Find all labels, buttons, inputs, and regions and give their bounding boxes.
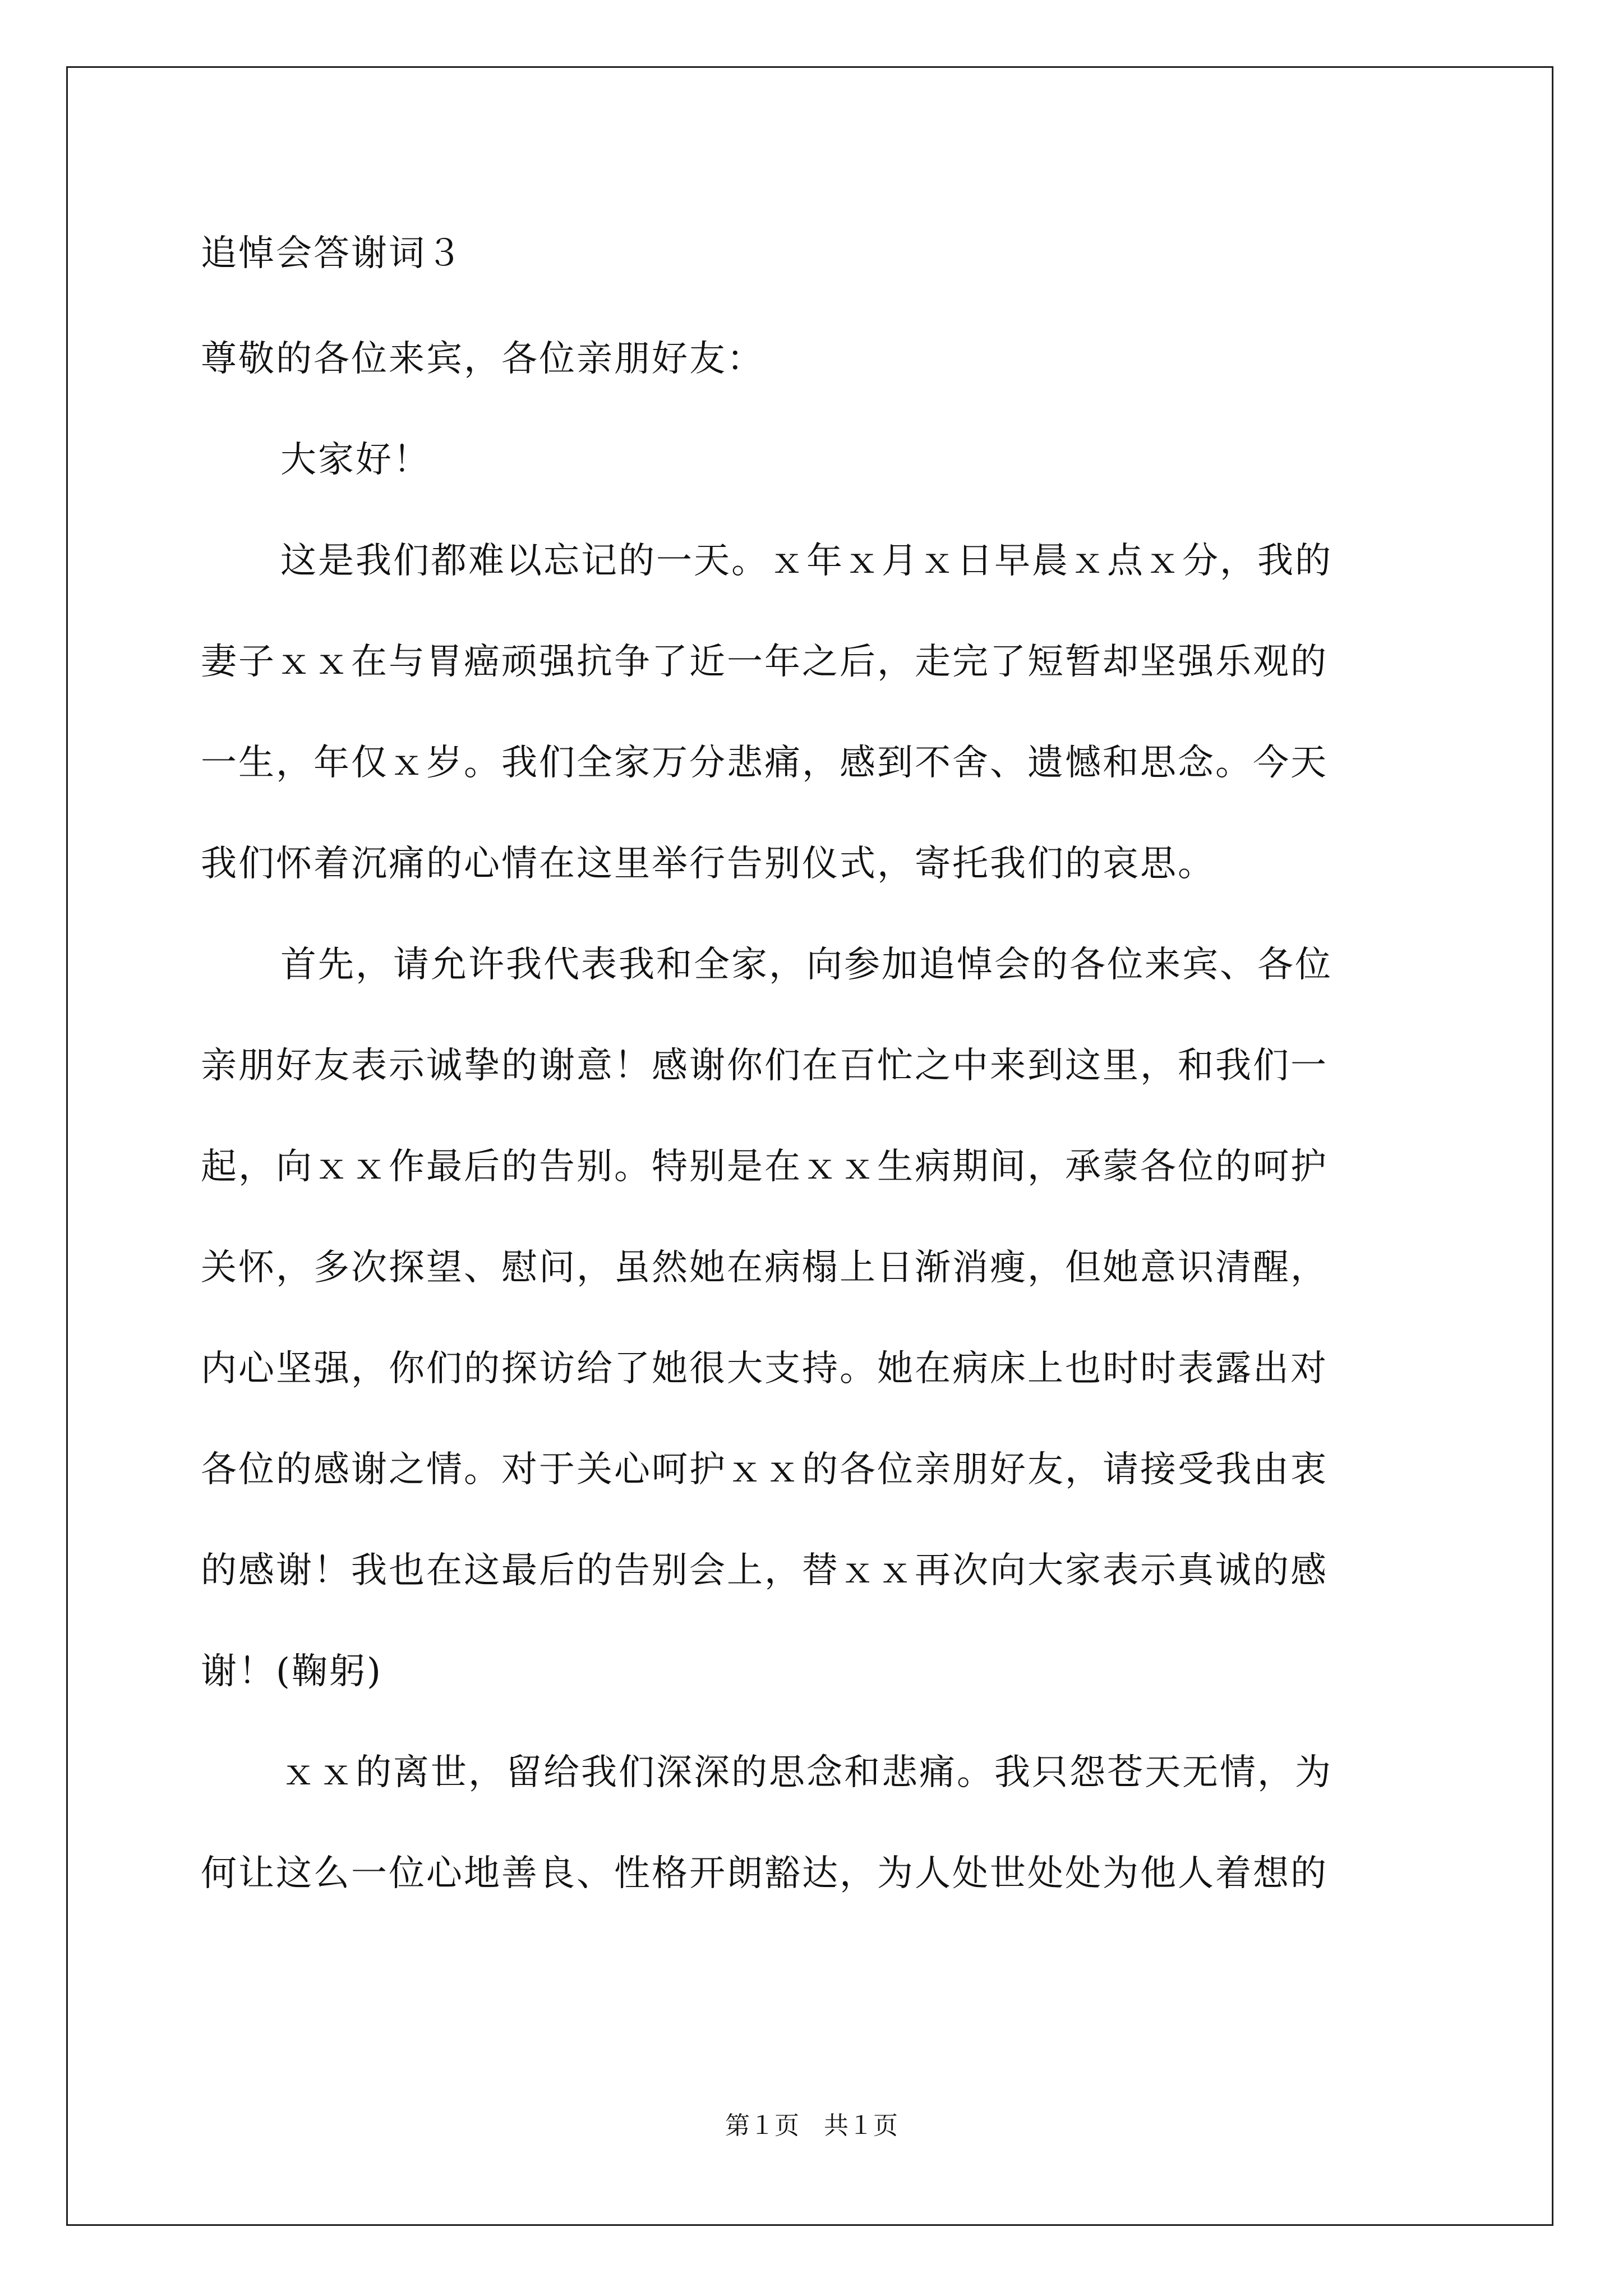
text-line: 一生，年仅ｘ岁。我们全家万分悲痛，感到不舍、遗憾和思念。今天: [201, 742, 1328, 784]
salutation-line: 尊敬的各位来宾，各位亲朋好友：: [201, 338, 764, 380]
text-line: ｘｘ的离世，留给我们深深的思念和悲痛。我只怨苍天无情，为: [280, 1752, 1332, 1793]
document-title: 追悼会答谢词３: [201, 233, 464, 274]
text-line: 我们怀着沉痛的心情在这里举行告别仪式，寄托我们的哀思。: [201, 843, 1215, 885]
text-line: 起，向ｘｘ作最后的告别。特别是在ｘｘ生病期间，承蒙各位的呵护: [201, 1146, 1328, 1188]
text-line: 的感谢！我也在这最后的告别会上，替ｘｘ再次向大家表示真诚的感: [201, 1550, 1328, 1591]
text-line: 妻子ｘｘ在与胃癌顽强抗争了近一年之后，走完了短暂却坚强乐观的: [201, 641, 1328, 683]
page-footer: 第１页 共１页: [725, 2111, 898, 2140]
text-line: 关怀，多次探望、慰问，虽然她在病榻上日渐消瘦，但她意识清醒，: [201, 1247, 1328, 1289]
text-line: 亲朋好友表示诚挚的谢意！感谢你们在百忙之中来到这里，和我们一: [201, 1045, 1328, 1087]
text-line: 各位的感谢之情。对于关心呵护ｘｘ的各位亲朋好友，请接受我由衷: [201, 1449, 1328, 1490]
text-line: 首先，请允许我代表我和全家，向参加追悼会的各位来宾、各位: [280, 944, 1332, 986]
text-line: 何让这么一位心地善良、性格开朗豁达，为人处世处处为他人着想的: [201, 1853, 1328, 1894]
greeting-line: 大家好！: [280, 439, 431, 481]
text-line: 这是我们都难以忘记的一天。ｘ年ｘ月ｘ日早晨ｘ点ｘ分，我的: [280, 540, 1332, 582]
text-line: 谢！(鞠躬): [201, 1651, 382, 1692]
document-body: [201, 210, 1423, 1924]
text-line: 内心坚强，你们的探访给了她很大支持。她在病床上也时时表露出对: [201, 1348, 1328, 1389]
